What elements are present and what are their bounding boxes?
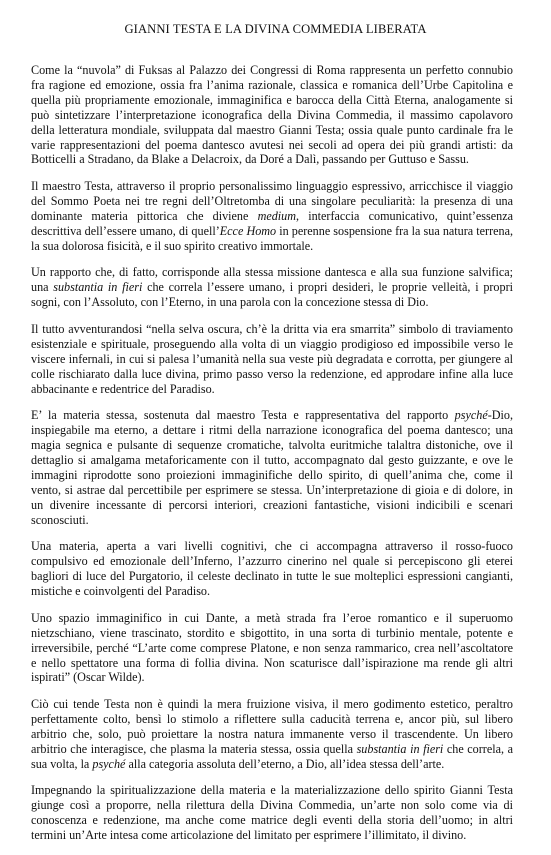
text-run: Impegnando la spiritualizzazione della materia e la materializzazione dello spirito Gianni Testa giunge così a proporre, nella rilettura della Divina Commedia, un’arte non solo come via di conoscenza e redenzione, ma anche come matrice degli eventi della storia dell’uomo; in altri termini un’Arte intesa come articolazione del limitato per esprimere l’illimitato, il divino. <box>31 783 513 843</box>
body-paragraph <box>31 539 513 599</box>
text-run: Un rapporto che, di fatto, corrisponde alla stessa missione dantesca e alla sua funzione salvifica; una <box>31 265 513 295</box>
body-paragraph <box>31 697 513 772</box>
text-run: E’ la materia stessa, sostenuta dal maestro Testa e rappresentativa del rapporto <box>31 408 455 423</box>
text-run: , interfaccia comunicativo, quint’essenza descrittiva dell’essere umano, di quell’ <box>31 208 513 238</box>
text-run: che correla, a sua volta, la <box>31 741 513 771</box>
text-run: Uno spazio immaginifico in cui Dante, a metà strada fra l’eroe romantico e il superuomo nietzschiano, viene trascinato, stordito e sbigottito, in una sorta di turbinio mentale, potente e irreversibile, perché “L’arte come comprese Platone, e non senza rammarico, crea nell’ascoltatore e nello spettatore una forma di follia divina. Non scaturisce dall’ispirazione ma rende gli altri ispirati” (Oscar Wilde). <box>31 610 513 685</box>
body-paragraph <box>31 265 513 310</box>
text-run: che correla l’essere umano, i propri desideri, le proprie velleità, i propri sogni, con l’Assoluto, con l’Eterno, in una parola con la concezione stessa di Dio. <box>31 280 513 310</box>
text-run: Come la “nuvola” di Fuksas al Palazzo dei Congressi di Roma rappresenta un perfetto connubio fra ragione ed emozione, ossia fra l’anima razionale, classica e romanica dell’Urbe Capitolina e quella più propriamente emozionale, immaginifica e barocca della Città Eterna, analogamente si può sintetizzare l’interpretazione iconografica della Divina Commedia, il massimo capolavoro della letteratura mondiale, sviluppata dal maestro Gianni Testa; ossia quale punto cardinale fra le varie rappresentazioni del poema dantesco avutesi nei secoli ad opera dei più grandi artisti: da Botticelli a Stradano, da Blake a Delacroix, da Doré a Dalì, passando per Guttuso e Sassu. <box>31 63 513 167</box>
italic-text: substantia in fieri <box>356 741 444 756</box>
text-run: Il maestro Testa, attraverso il proprio personalissimo linguaggio espressivo, arricchisce il viaggio del Sommo Poeta nei tre regni dell’Oltretomba di una singolare peculiarità: la presenza di una dominante materia pittorica che diviene <box>31 179 513 223</box>
text-run: Una materia, aperta a vari livelli cognitivi, che ci accompagna attraverso il rosso-fuoco compulsivo ed emozionale dell’Inferno, l’azzurro cinerino nel quale si percepiscono gli eterei bagliori di luce del Purgatorio, il celeste declinato in tutte le sue molteplici espressioni cangianti, mistiche e coinvolgenti del Paradiso. <box>31 539 513 599</box>
italic-text: Ecce Homo <box>219 223 277 238</box>
italic-text: medium <box>257 208 297 223</box>
document-body <box>31 63 513 855</box>
italic-text: substantia in fieri <box>53 280 143 295</box>
text-run: Il tutto avventurandosi “nella selva oscura, ch’è la dritta via era smarrita” simbolo di traviamento esistenziale e spirituale, proseguendo alla volta di un viaggio prodigioso ed impossibile verso le viscere infernali, in cui si palesa l’umanità nella sua veste più degradata e corrotta, per giungere al colle rischiarato dalla luce divina, primo passo verso la redenzione, ed approdare infine alla luce abbacinante e redentrice del Paradiso. <box>31 321 513 396</box>
text-run: Ciò cui tende Testa non è quindi la mera fruizione visiva, il mero godimento estetico, peraltro perfettamente colto, bensì lo stimolo a riflettere sulla caducità terrena e, ancor più, sul libero arbitrio che, solo, può proiettare la nostra natura immanente verso il trascendente. Un libero arbitrio che interagisce, che plasma la materia stessa, ossia quella <box>31 697 513 756</box>
body-paragraph <box>31 322 513 397</box>
italic-text: psyché <box>92 756 126 771</box>
body-paragraph <box>31 179 513 254</box>
italic-text: psyché <box>454 408 488 423</box>
body-paragraph <box>31 63 513 167</box>
text-run: in perenne sospensione fra la sua natura terrena, la sua dolorosa fisicità, e il suo spirito creativo immortale. <box>31 223 514 253</box>
text-run: -Dio, inspiegabile ma eterno, a dettare i ritmi della narrazione iconografica del poema dantesco; una magia segnica e pulsante di sequenze cromatiche, talvolta euritmiche talaltra distoniche, ove il dettaglio si amalgama metaforicamente con il tutto, accompagnato dal gesto guizzante, e ove le immagini riprodotte sono proiezioni immaginifiche dello spirito, di quell’anima che, come il vento, si astrae dal percettibile per esprimere se stessa. Un’interpretazione di gioia e di dolore, in un divenire incessante di percorsi interiori, creazioni fantastiche, visioni indicibili e scenari sconosciuti. <box>31 408 513 527</box>
body-paragraph <box>31 408 513 527</box>
body-paragraph <box>31 611 513 686</box>
text-run: alla categoria assoluta dell’eterno, a Dio, all’idea stessa dell’arte. <box>125 756 445 771</box>
body-paragraph <box>31 783 513 843</box>
document-title: GIANNI TESTA E LA DIVINA COMMEDIA LIBERATA <box>124 22 427 36</box>
